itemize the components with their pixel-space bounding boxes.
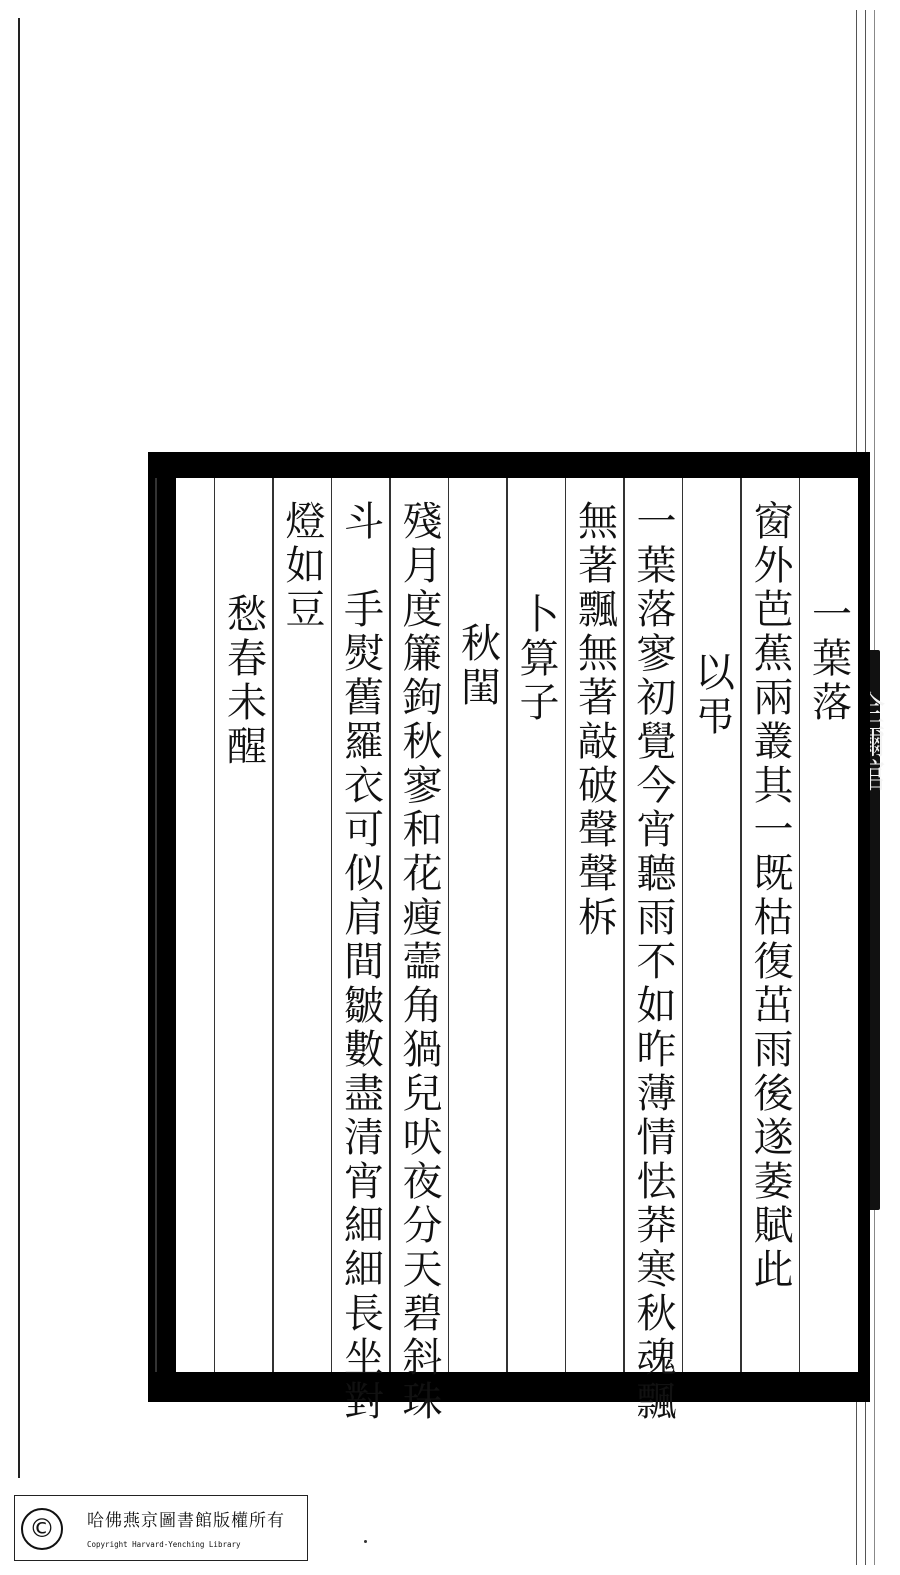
page-left-rule — [18, 18, 20, 1478]
copyright-stamp — [14, 1495, 308, 1561]
column-text: 卜算子 — [513, 592, 559, 725]
text-frame — [148, 452, 870, 1424]
text-column — [683, 478, 741, 1372]
column-text: 燈如豆 — [279, 500, 325, 632]
text-column — [215, 478, 273, 1372]
text-column — [449, 478, 507, 1372]
text-column — [741, 478, 799, 1372]
copyright-english: Copyright Harvard-Yenching Library — [87, 1540, 241, 1549]
column-text: 無著飄無著敲破聲聲柝 — [571, 500, 618, 940]
text-column — [624, 478, 682, 1424]
text-column — [332, 478, 390, 1424]
column-text: 一葉落寥初覺今宵聽雨不如昨薄情怯莽寒秋魂飄 — [630, 500, 676, 1424]
text-column — [566, 478, 624, 1372]
text-column — [273, 478, 331, 1372]
column-text: 窗外芭蕉兩叢其一既枯復茁雨後遂萎賦此 — [747, 500, 793, 1292]
text-column — [800, 478, 858, 1372]
column-text — [156, 478, 214, 1372]
column-text: 殘月度簾鉤秋寥和花瘦蘦角猧兒吠夜分天碧斜珠 — [396, 500, 442, 1424]
copyright-icon: © — [21, 1508, 63, 1550]
column-text: 一葉落 — [805, 592, 852, 725]
text-column — [507, 478, 565, 1372]
text-column — [156, 478, 214, 1372]
column-container — [176, 478, 858, 1424]
column-text: 斗 手熨舊羅衣可似肩間皺數盡清宵細細長坐對 — [337, 500, 384, 1424]
column-text: 秋閨 — [454, 621, 501, 710]
stray-dot — [364, 1540, 367, 1543]
text-column — [390, 478, 448, 1424]
column-text: 愁春未醒 — [220, 592, 267, 769]
copyright-chinese: 哈佛燕京圖書館版權所有 — [87, 1511, 285, 1531]
column-text: 以弔 — [688, 650, 735, 739]
